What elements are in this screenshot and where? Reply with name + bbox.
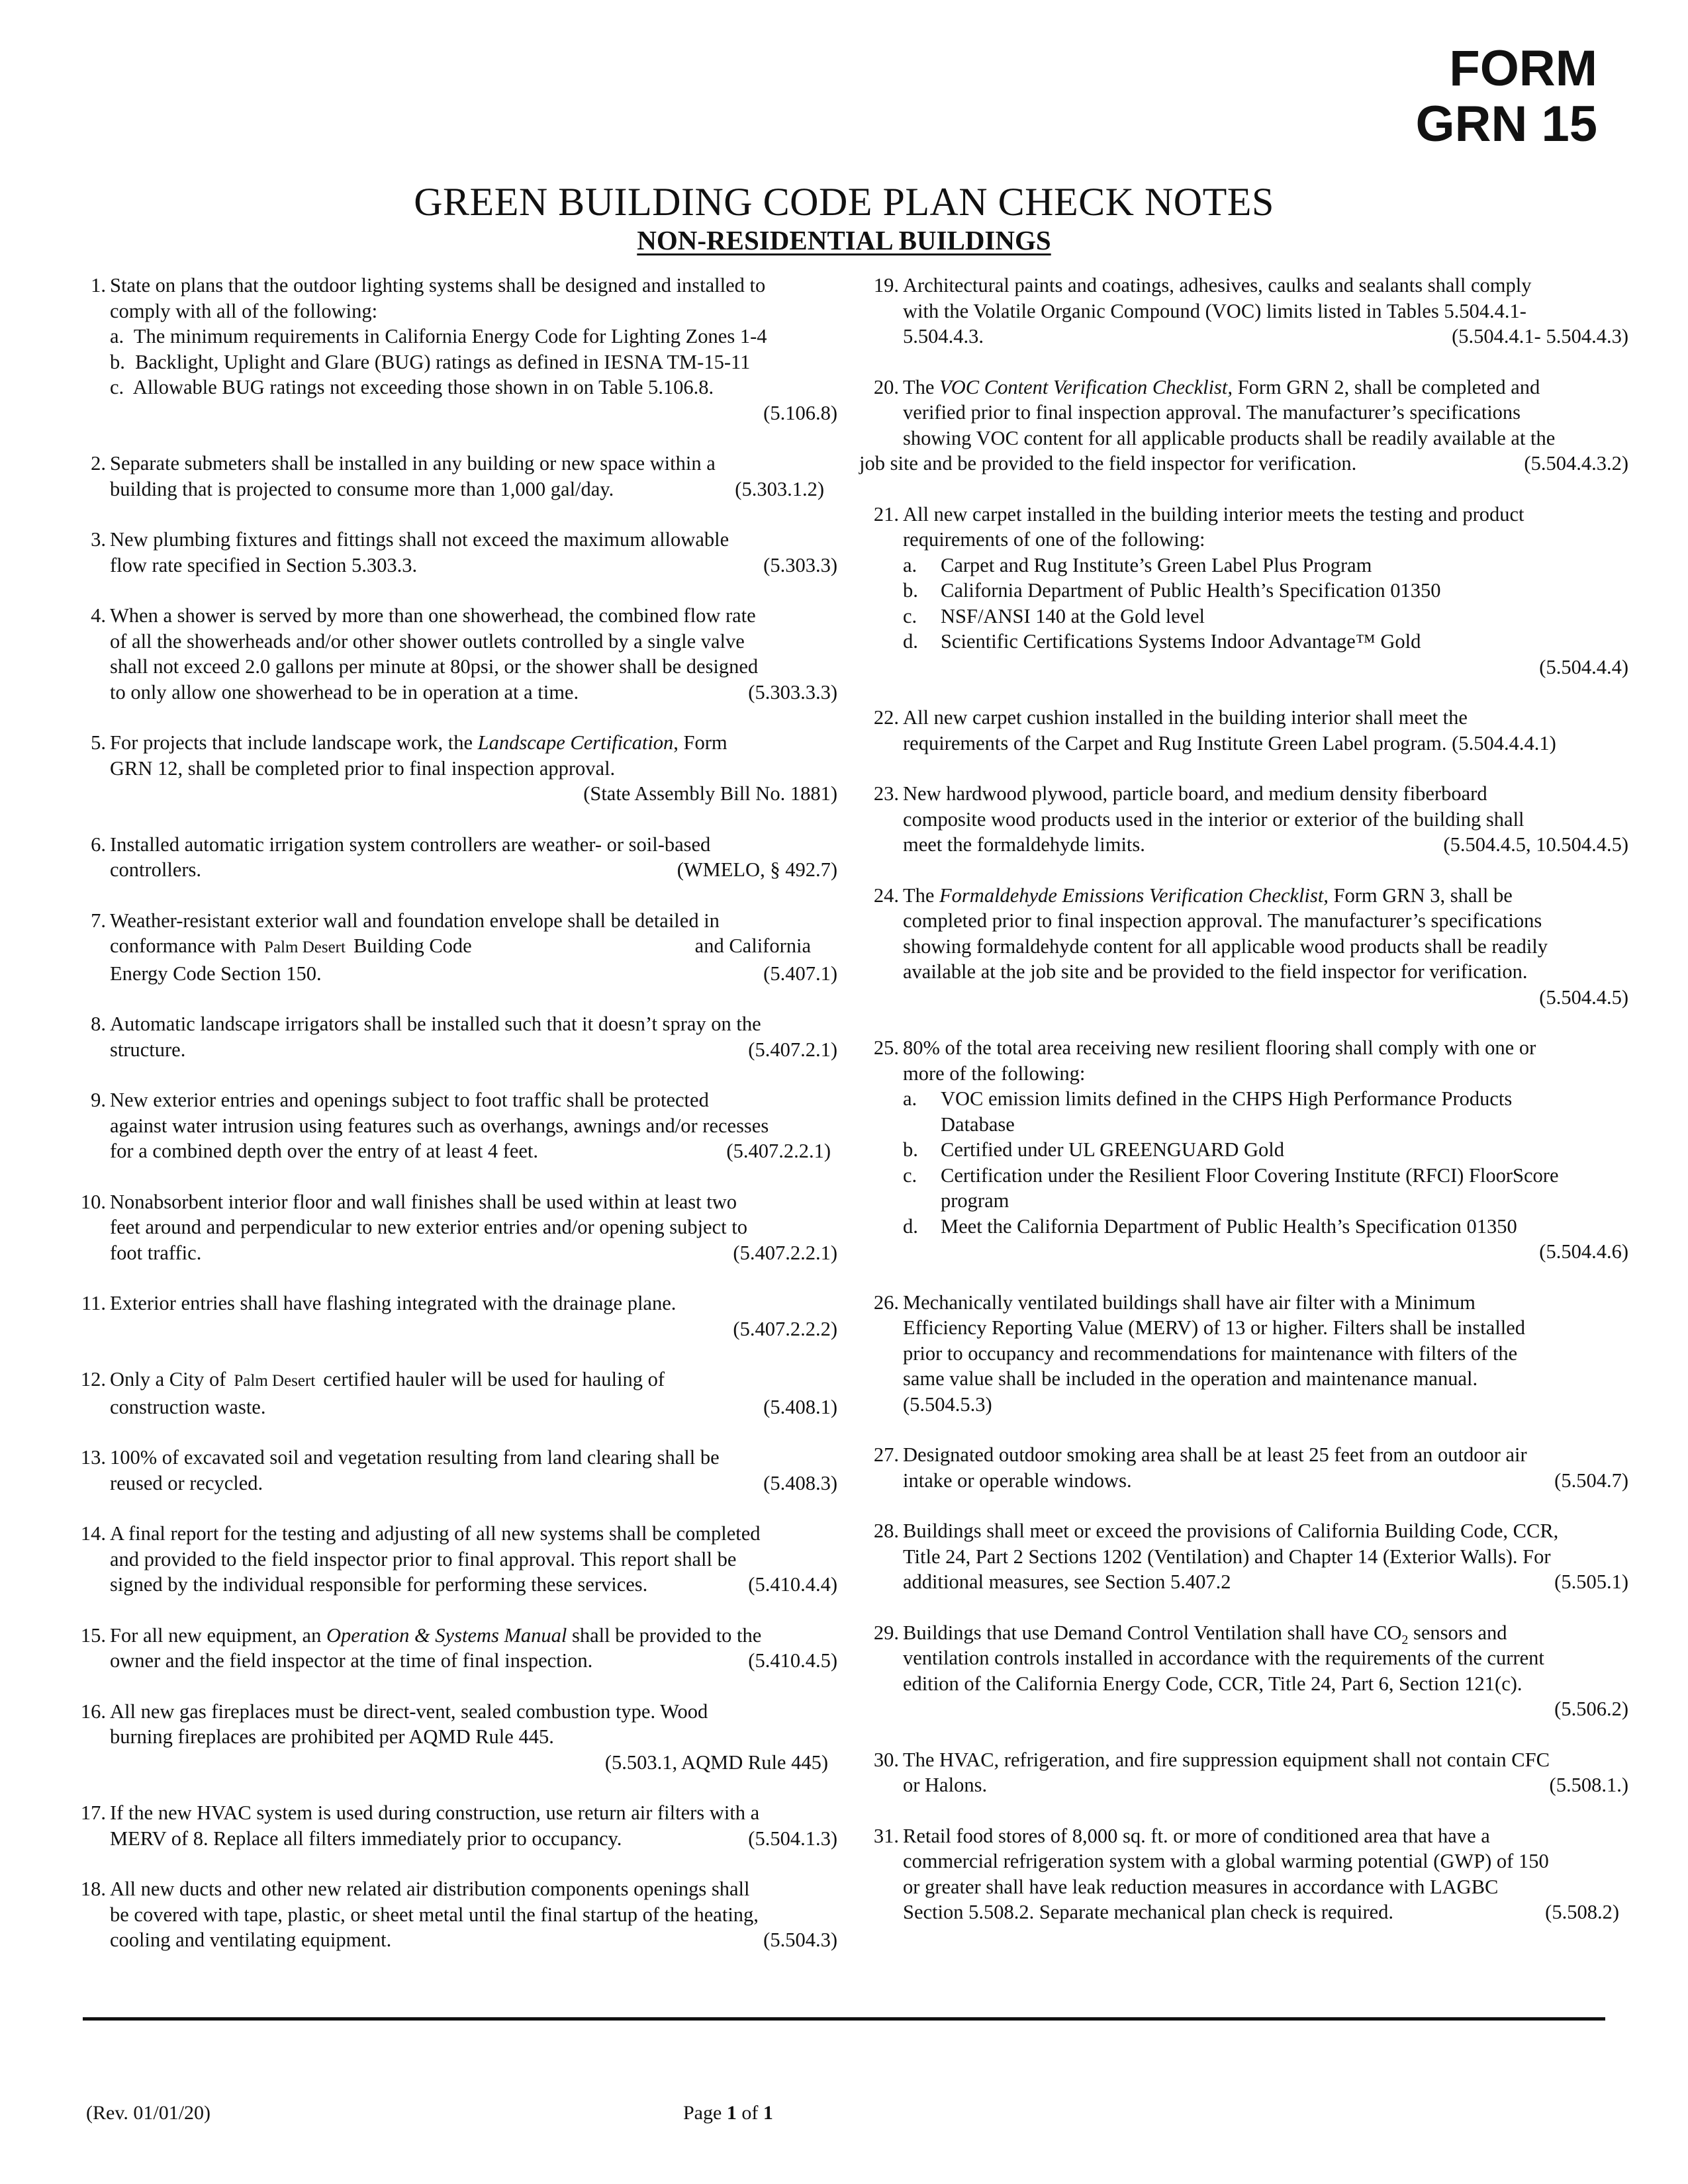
note-10 xyxy=(66,1189,837,1266)
note-text-line xyxy=(110,1826,837,1852)
note-text-line xyxy=(903,1468,1628,1494)
note-text: Efficiency Reporting Value (MERV) of 13 or higher. Filters shall be installed xyxy=(903,1316,1526,1339)
note-text-line xyxy=(903,1772,1628,1798)
note-subitem-b: b. Certified under UL GREENGUARD Gold xyxy=(903,1138,1284,1161)
note-text: owner and the field inspector at the time of final inspection. xyxy=(110,1649,593,1672)
note-text: completed prior to final inspection approval. The manufacturer’s specifications xyxy=(903,909,1542,932)
note-number: 1. xyxy=(91,274,106,296)
note-text: shall be provided to the xyxy=(567,1623,762,1647)
note-text: burning fireplaces are prohibited per AQMD Rule 445. xyxy=(110,1725,554,1748)
code-reference: (WMELO, § 492.7) xyxy=(677,858,837,881)
note-text: For all new equipment, an xyxy=(110,1623,326,1647)
code-reference: (5.504.4.6) xyxy=(1539,1240,1628,1263)
note-8 xyxy=(66,1011,837,1062)
page-total: 1 xyxy=(763,2102,773,2124)
note-number: 13. xyxy=(80,1446,106,1469)
note-text: All new gas fireplaces must be direct-vent, sealed combustion type. Wood xyxy=(110,1700,708,1723)
note-text: building that is projected to consume more than 1,000 gal/day. xyxy=(110,477,614,500)
note-6 xyxy=(66,832,837,883)
note-number: 16. xyxy=(80,1700,106,1723)
note-text: meet the formaldehyde limits. xyxy=(903,833,1145,856)
code-reference: (5.504.4.1- 5.504.4.3) xyxy=(1452,325,1628,347)
note-text: Buildings that use Demand Control Ventilation shall have CO xyxy=(903,1621,1402,1644)
note-text: 80% of the total area receiving new resilient flooring shall comply with one or xyxy=(903,1036,1536,1059)
note-number: 22. xyxy=(873,706,899,729)
note-text-line xyxy=(110,1572,837,1598)
code-reference: (5.303.3) xyxy=(763,553,837,576)
note-12 xyxy=(66,1367,837,1420)
code-reference: (5.408.1) xyxy=(763,1395,837,1418)
code-reference: (5.504.4.3.2) xyxy=(1524,452,1628,475)
subitem-text: program xyxy=(941,1189,1009,1212)
note-text: signed by the individual responsible for performing these services. xyxy=(110,1573,648,1596)
notes-right-column xyxy=(859,273,1628,1950)
note-text-line xyxy=(110,933,837,961)
note-text: or Halons. xyxy=(903,1774,988,1796)
note-text-line xyxy=(110,553,837,578)
note-text: same value shall be included in the operation and maintenance manual. xyxy=(903,1367,1478,1390)
note-16 xyxy=(66,1699,837,1776)
city-name-fill: Palm Desert xyxy=(264,938,346,956)
page-number xyxy=(683,2102,773,2124)
subitem-text: Backlight, Uplight and Glare (BUG) ratings as defined in IESNA TM-15-11 xyxy=(135,350,751,373)
note-text: Buildings shall meet or exceed the provisions of California Building Code, CCR, xyxy=(903,1520,1559,1542)
subitem-text: Database xyxy=(941,1113,1015,1136)
code-reference: (5.407.1) xyxy=(763,962,837,985)
note-text: ventilation controls installed in accordance with the requirements of the current xyxy=(903,1647,1544,1669)
note-24 xyxy=(859,883,1628,1011)
note-text: Automatic landscape irrigators shall be installed such that it doesn’t spray on the xyxy=(110,1013,761,1035)
code-reference: (5.504.7) xyxy=(1554,1469,1628,1492)
subtitle-text: NON-RESIDENTIAL BUILDINGS xyxy=(637,225,1051,255)
code-reference: (5.410.4.5) xyxy=(748,1649,837,1672)
note-text-line xyxy=(110,961,837,987)
note-7 xyxy=(66,908,837,987)
note-text: composite wood products used in the interior or exterior of the building shall xyxy=(903,807,1524,831)
note-text: or greater shall have leak reduction measures in accordance with LAGBC xyxy=(903,1875,1499,1898)
note-14 xyxy=(66,1521,837,1598)
page-current: 1 xyxy=(726,2102,737,2124)
note-text: When a shower is served by more than one showerhead, the combined flow rate xyxy=(110,604,756,627)
note-text-line xyxy=(110,730,837,756)
code-reference: (5.504.5.3) xyxy=(903,1392,992,1416)
note-text-line xyxy=(110,1648,837,1674)
note-text-line xyxy=(110,1927,837,1953)
note-31 xyxy=(859,1823,1628,1925)
note-text: Form GRN 3, shall be xyxy=(1328,884,1513,907)
note-text-line xyxy=(110,477,837,502)
note-number: 21. xyxy=(873,502,899,525)
note-text: The HVAC, refrigeration, and fire suppression equipment shall not contain CFC xyxy=(903,1748,1550,1771)
note-text: requirements of the Carpet and Rug Institute Green Label program. (5.504.4.4.1) xyxy=(903,731,1556,754)
note-19 xyxy=(859,273,1628,349)
note-text: structure. xyxy=(110,1038,186,1061)
note-text-line xyxy=(110,680,837,705)
code-reference: (5.410.4.4) xyxy=(748,1573,837,1596)
code-reference: (5.504.4.5) xyxy=(1539,985,1628,1009)
note-subitem-d: d. Meet the California Department of Public Health’s Specification 01350 xyxy=(903,1214,1517,1238)
note-text: showing VOC content for all applicable products shall be readily available at the xyxy=(903,426,1556,449)
note-number: 10. xyxy=(80,1190,106,1213)
note-text: Mechanically ventilated buildings shall have air filter with a Minimum xyxy=(903,1291,1476,1314)
note-text: to only allow one showerhead to be in operation at a time. xyxy=(110,680,579,704)
note-number: 26. xyxy=(873,1291,899,1314)
code-reference: (5.407.2.2.2) xyxy=(733,1317,837,1340)
note-number: 7. xyxy=(91,909,106,932)
note-text: feet around and perpendicular to new exterior entries and/or opening subject to xyxy=(110,1216,747,1238)
note-text: The xyxy=(903,375,940,398)
note-subitem-c-cont xyxy=(903,1188,1628,1214)
note-2 xyxy=(66,451,837,502)
page-title: GREEN BUILDING CODE PLAN CHECK NOTES xyxy=(414,180,1274,224)
note-number: 2. xyxy=(91,452,106,475)
note-29 xyxy=(859,1620,1628,1722)
note-text-line xyxy=(110,1367,837,1394)
note-text: flow rate specified in Section 5.303.3. xyxy=(110,553,418,576)
code-reference: (5.506.2) xyxy=(1554,1698,1628,1720)
note-subitem-a: a. Carpet and Rug Institute’s Green Label Plus Program xyxy=(903,553,1372,576)
note-text-line xyxy=(110,1471,837,1496)
note-text: Designated outdoor smoking area shall be at least 25 feet from an outdoor air xyxy=(903,1443,1527,1466)
note-number: 24. xyxy=(873,884,899,907)
note-text: construction waste. xyxy=(110,1395,266,1418)
note-21 xyxy=(859,502,1628,680)
note-text-line xyxy=(903,832,1628,858)
note-text: conformance with xyxy=(110,934,257,957)
note-text: Title 24, Part 2 Sections 1202 (Ventilation) and Chapter 14 (Exterior Walls). For xyxy=(903,1545,1551,1568)
note-subitem-a: a. VOC emission limits defined in the CHPS High Performance Products xyxy=(903,1087,1513,1110)
note-20 xyxy=(859,375,1628,477)
code-reference: (5.408.3) xyxy=(763,1471,837,1494)
note-3 xyxy=(66,527,837,578)
note-text: Building Code xyxy=(353,934,472,957)
note-subitem-c: c. NSF/ANSI 140 at the Gold level xyxy=(903,604,1205,627)
form-title-italic: Landscape Certification xyxy=(477,731,674,754)
note-4 xyxy=(66,603,837,705)
subitem-text: Scientific Certifications Systems Indoor Advantage™ Gold xyxy=(941,630,1421,653)
form-title-italic: Operation & Systems Manual xyxy=(326,1623,567,1647)
form-title-italic: VOC Content Verification Checklist, xyxy=(939,375,1233,398)
subitem-text: VOC emission limits defined in the CHPS High Performance Products xyxy=(941,1087,1513,1110)
note-number: 14. xyxy=(80,1522,106,1545)
note-text: requirements of one of the following: xyxy=(903,528,1205,551)
note-number: 11. xyxy=(81,1292,106,1314)
note-text: Separate submeters shall be installed in any building or new space within a xyxy=(110,452,716,475)
note-text: showing formaldehyde content for all applicable wood products shall be readily xyxy=(903,934,1548,958)
code-reference: (5.503.1, AQMD Rule 445) xyxy=(604,1751,828,1774)
note-text: sensors and xyxy=(1408,1621,1507,1644)
note-text: and California xyxy=(694,934,811,957)
note-9 xyxy=(66,1087,837,1164)
note-11 xyxy=(66,1291,837,1342)
note-text: prior to occupancy and recommendations for maintenance with filters of the xyxy=(903,1342,1518,1365)
note-text: certified hauler will be used for hauling of xyxy=(323,1368,665,1390)
note-text: intake or operable windows. xyxy=(903,1469,1132,1492)
note-subitem-a: a. The minimum requirements in California Energy Code for Lighting Zones 1-4 xyxy=(110,325,767,347)
note-18 xyxy=(66,1876,837,1953)
note-number: 19. xyxy=(873,274,899,296)
note-text: 5.504.4.3. xyxy=(903,325,984,347)
note-text: For projects that include landscape work, the xyxy=(110,731,478,754)
note-text: A final report for the testing and adjusting of all new systems shall be completed xyxy=(110,1522,761,1545)
page-of: of xyxy=(736,2102,763,2124)
code-reference: (5.504.1.3) xyxy=(748,1827,837,1850)
note-text: be covered with tape, plastic, or sheet metal until the final startup of the heating, xyxy=(110,1903,759,1926)
note-text: Only a City of xyxy=(110,1368,226,1390)
note-text: Exterior entries shall have flashing integrated with the drainage plane. xyxy=(110,1292,677,1314)
note-text: GRN 12, shall be completed prior to final inspection approval. xyxy=(110,756,616,780)
note-text-line xyxy=(903,375,1628,400)
note-text: comply with all of the following: xyxy=(110,299,378,322)
code-reference: (5.504.3) xyxy=(763,1929,837,1951)
revision-date: (Rev. 01/01/20) xyxy=(86,2102,211,2124)
note-text: Form GRN 2, shall be completed and xyxy=(1233,375,1540,398)
form-number: GRN 15 xyxy=(1415,96,1597,152)
note-text-line xyxy=(903,1620,1628,1646)
note-text-line xyxy=(110,1138,837,1164)
subitem-text: California Department of Public Health’s Specification 01350 xyxy=(941,579,1441,602)
note-text-line xyxy=(903,324,1628,349)
page-subtitle xyxy=(0,224,1688,257)
subitem-text: The minimum requirements in California Energy Code for Lighting Zones 1-4 xyxy=(133,325,767,347)
note-number: 12. xyxy=(80,1368,106,1390)
note-number: 9. xyxy=(91,1089,106,1111)
code-reference: (5.303.1.2) xyxy=(735,477,824,500)
note-text: controllers. xyxy=(110,858,202,881)
note-subitem-d: d. Scientific Certifications Systems Indoor Advantage™ Gold xyxy=(903,630,1421,653)
code-reference: (5.508.2) xyxy=(1545,1901,1619,1923)
note-subitem-c: c. Certification under the Resilient Floor Covering Institute (RFCI) FloorScore xyxy=(903,1163,1559,1187)
note-15 xyxy=(66,1623,837,1674)
note-text-line xyxy=(110,1623,837,1649)
note-text: more of the following: xyxy=(903,1062,1086,1085)
note-text: additional measures, see Section 5.407.2 xyxy=(903,1570,1231,1593)
note-text: reused or recycled. xyxy=(110,1471,263,1494)
note-text: edition of the California Energy Code, CCR, Title 24, Part 6, Section 121(c). xyxy=(903,1672,1523,1695)
note-text: available at the job site and be provided to the field inspector for verification. xyxy=(903,960,1528,983)
subitem-text: Certified under UL GREENGUARD Gold xyxy=(941,1138,1284,1161)
note-text: New exterior entries and openings subject to foot traffic shall be protected xyxy=(110,1089,709,1111)
note-number: 29. xyxy=(873,1621,899,1644)
note-text-line xyxy=(903,1899,1628,1925)
note-text: for a combined depth over the entry of at least 4 feet. xyxy=(110,1140,539,1162)
city-name-fill: Palm Desert xyxy=(234,1372,316,1390)
note-text: Installed automatic irrigation system controllers are weather- or soil-based xyxy=(110,833,711,856)
code-reference: (5.303.3.3) xyxy=(748,680,837,704)
note-text: of all the showerheads and/or other shower outlets controlled by a single valve xyxy=(110,629,745,653)
note-subitem-b: b. Backlight, Uplight and Glare (BUG) ratings as defined in IESNA TM-15-11 xyxy=(110,350,751,373)
note-text: New plumbing fixtures and fittings shall not exceed the maximum allowable xyxy=(110,528,729,551)
note-text: The xyxy=(903,884,940,907)
note-text: 100% of excavated soil and vegetation resulting from land clearing shall be xyxy=(110,1446,720,1469)
note-23 xyxy=(859,781,1628,858)
note-text: State on plans that the outdoor lighting systems shall be designed and installed to xyxy=(110,274,766,296)
code-reference: (5.106.8) xyxy=(763,401,837,424)
note-30 xyxy=(859,1747,1628,1798)
footer-divider xyxy=(83,2017,1605,2021)
note-text: foot traffic. xyxy=(110,1241,202,1264)
subitem-text: Meet the California Department of Public Health’s Specification 01350 xyxy=(941,1214,1517,1238)
form-identifier xyxy=(1359,41,1597,152)
code-reference: (5.505.1) xyxy=(1554,1570,1628,1593)
note-text: Weather-resistant exterior wall and foundation envelope shall be detailed in xyxy=(110,909,720,932)
note-number: 30. xyxy=(873,1748,899,1771)
note-text: commercial refrigeration system with a global warming potential (GWP) of 150 xyxy=(903,1850,1549,1872)
note-text: Nonabsorbent interior floor and wall finishes shall be used within at least two xyxy=(110,1190,737,1213)
note-text: MERV of 8. Replace all filters immediately prior to occupancy. xyxy=(110,1827,622,1850)
note-1 xyxy=(66,273,837,426)
note-text: , Form xyxy=(673,731,727,754)
note-text-line xyxy=(110,1394,837,1420)
note-17 xyxy=(66,1800,837,1851)
note-subitem-a-cont xyxy=(903,1112,1628,1138)
form-label: FORM xyxy=(1449,40,1597,97)
note-number: 23. xyxy=(873,782,899,805)
subitem-text: NSF/ANSI 140 at the Gold level xyxy=(941,604,1205,627)
note-text: Architectural paints and coatings, adhesives, caulks and sealants shall comply xyxy=(903,274,1532,296)
form-title-italic: Formaldehyde Emissions Verification Checklist, xyxy=(939,884,1329,907)
note-text: All new carpet installed in the building interior meets the testing and product xyxy=(903,502,1524,525)
note-text: Energy Code Section 150. xyxy=(110,962,322,985)
subitem-text: Carpet and Rug Institute’s Green Label Plus Program xyxy=(941,553,1372,576)
note-22 xyxy=(859,705,1628,756)
note-number: 18. xyxy=(80,1878,106,1900)
note-text: Section 5.508.2. Separate mechanical plan check is required. xyxy=(903,1901,1394,1923)
note-25 xyxy=(859,1035,1628,1265)
note-13 xyxy=(66,1445,837,1496)
note-text: All new ducts and other new related air distribution components openings shall xyxy=(110,1878,750,1900)
note-number: 17. xyxy=(80,1801,106,1824)
code-reference: (5.504.4.4) xyxy=(1539,655,1628,678)
subscript: 2 xyxy=(1401,1632,1409,1647)
code-reference: (5.504.4.5, 10.504.4.5) xyxy=(1443,833,1628,856)
code-reference: (5.407.2.1) xyxy=(748,1038,837,1061)
note-text: verified prior to final inspection approval. The manufacturer’s specifications xyxy=(903,401,1521,424)
subitem-text: Certification under the Resilient Floor Covering Institute (RFCI) FloorScore xyxy=(941,1163,1559,1187)
note-text: If the new HVAC system is used during construction, use return air filters with a xyxy=(110,1801,760,1824)
note-subitem-c: c. Allowable BUG ratings not exceeding those shown in on Table 5.106.8. xyxy=(110,376,714,398)
code-reference: (5.508.1.) xyxy=(1549,1774,1628,1796)
note-number: 27. xyxy=(873,1443,899,1466)
note-text: shall not exceed 2.0 gallons per minute at 80psi, or the shower shall be designed xyxy=(110,655,759,678)
note-number: 31. xyxy=(873,1824,899,1847)
code-reference: (State Assembly Bill No. 1881) xyxy=(583,782,837,805)
note-text: with the Volatile Organic Compound (VOC) limits listed in Tables 5.504.4.1- xyxy=(903,299,1526,322)
note-26 xyxy=(859,1290,1628,1418)
notes-left-column xyxy=(66,273,837,1978)
note-text: and provided to the field inspector prior to final approval. This report shall be xyxy=(110,1547,737,1570)
note-text: All new carpet cushion installed in the building interior shall meet the xyxy=(903,706,1468,729)
note-text: New hardwood plywood, particle board, and medium density fiberboard xyxy=(903,782,1487,805)
note-text: Retail food stores of 8,000 sq. ft. or more of conditioned area that have a xyxy=(903,1824,1490,1847)
note-text-line xyxy=(903,883,1628,909)
note-text-line xyxy=(859,451,1628,477)
note-number: 25. xyxy=(873,1036,899,1059)
code-reference: (5.407.2.2.1) xyxy=(733,1241,837,1264)
note-number: 3. xyxy=(91,528,106,551)
note-number: 6. xyxy=(91,833,106,856)
note-number: 5. xyxy=(91,731,106,754)
note-number: 8. xyxy=(91,1013,106,1035)
note-number: 4. xyxy=(91,604,106,627)
note-subitem-b: b. California Department of Public Health’s Specification 01350 xyxy=(903,579,1441,602)
note-text: against water intrusion using features such as overhangs, awnings and/or recesses xyxy=(110,1114,769,1137)
note-27 xyxy=(859,1442,1628,1493)
note-28 xyxy=(859,1518,1628,1595)
note-text: cooling and ventilating equipment. xyxy=(110,1929,392,1951)
subitem-text: Allowable BUG ratings not exceeding those shown in on Table 5.106.8. xyxy=(132,376,714,398)
note-5 xyxy=(66,730,837,807)
note-text-line xyxy=(110,1037,837,1063)
note-text-line xyxy=(110,1240,837,1266)
note-number: 20. xyxy=(873,375,899,398)
note-number: 28. xyxy=(873,1520,899,1542)
page-prefix: Page xyxy=(683,2102,727,2124)
note-text: job site and be provided to the field inspector for verification. xyxy=(859,452,1357,475)
note-text-line xyxy=(903,1569,1628,1595)
note-text-line xyxy=(110,857,837,883)
note-number: 15. xyxy=(80,1623,106,1647)
code-reference: (5.407.2.2.1) xyxy=(726,1140,831,1162)
